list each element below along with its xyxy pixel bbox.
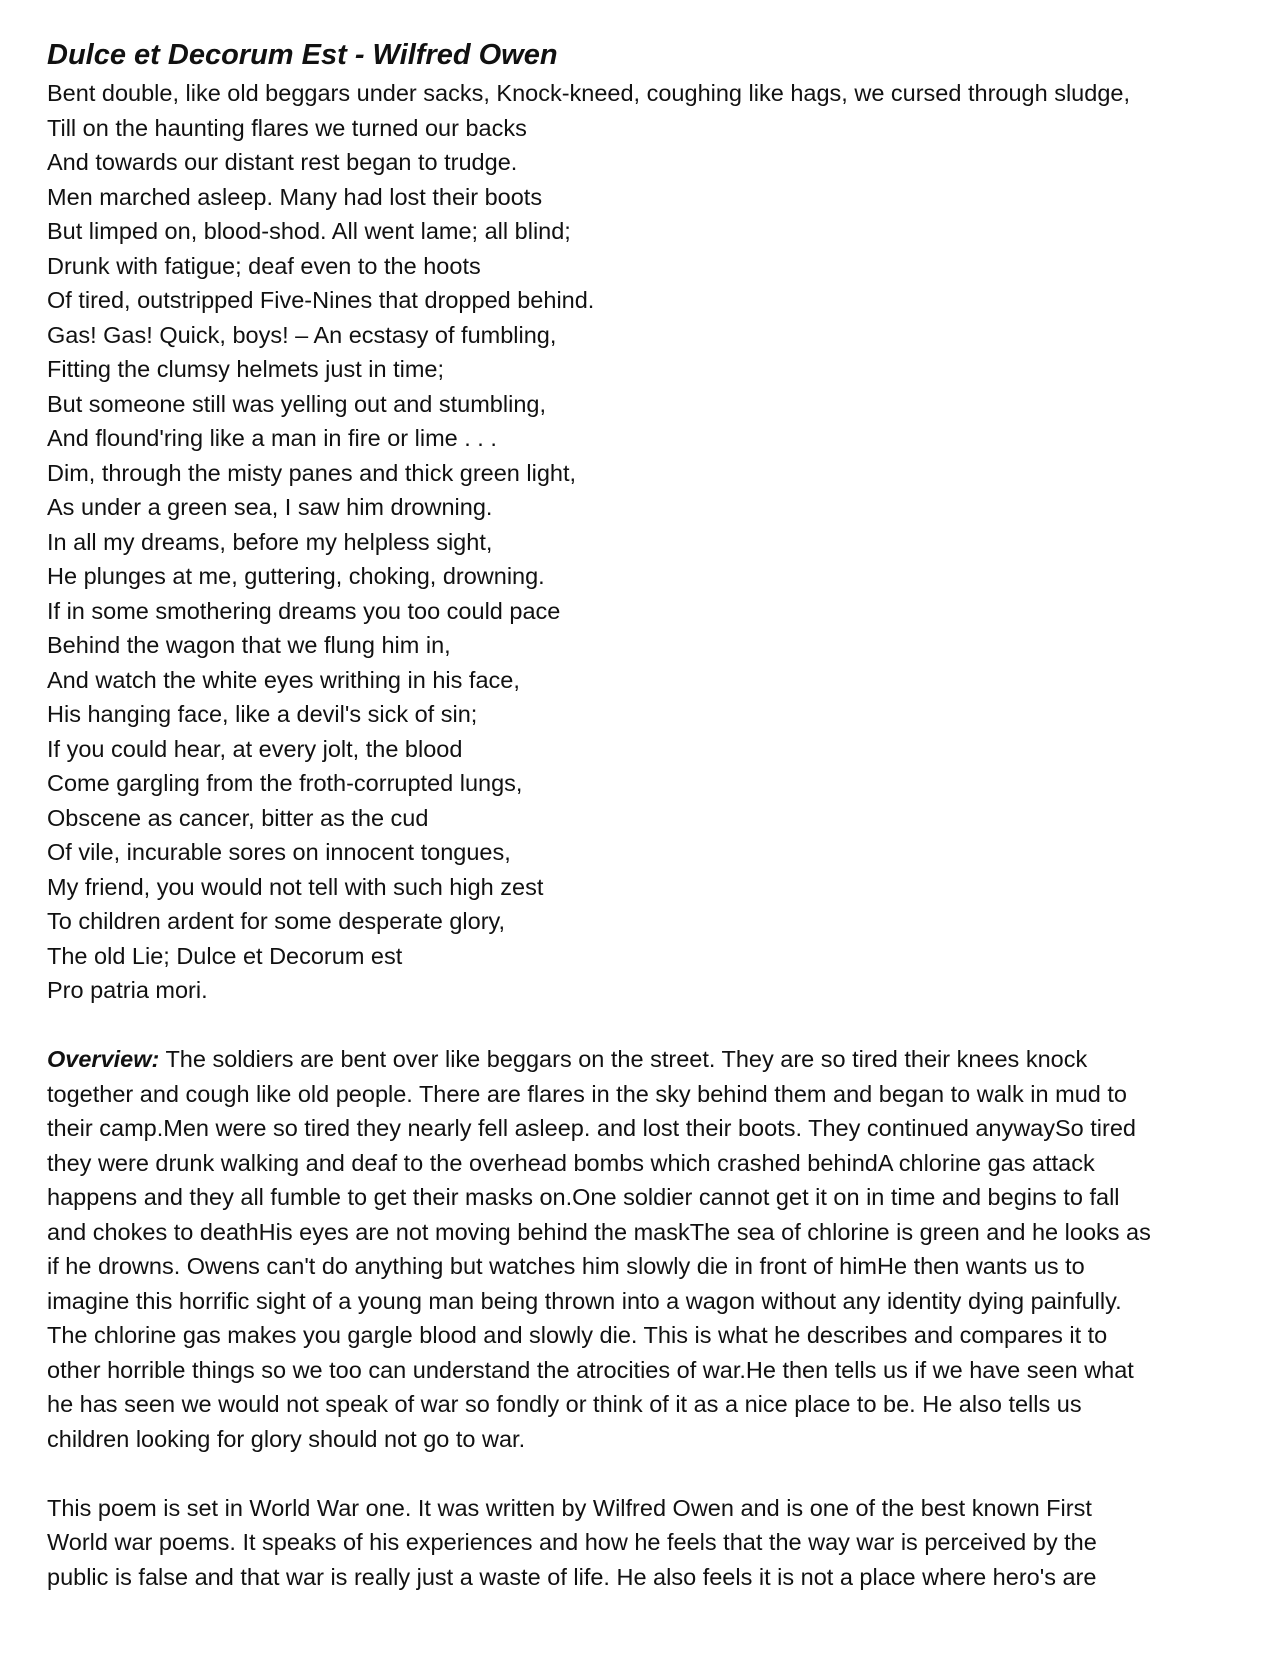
poem-line: If you could hear, at every jolt, the blood: [47, 735, 463, 762]
poem-line: If in some smothering dreams you too could pace: [47, 597, 561, 624]
poem-line: Come gargling from the froth-corrupted lungs,: [47, 770, 523, 796]
spacer: [47, 1008, 1247, 1043]
overview-line: happens and they all fumble to get their masks on.One soldier cannot get it on in time and begins to fall: [47, 1184, 1120, 1210]
overview-line: if he drowns. Owens can't do anything but watches him slowly die in front of himHe then wants us to: [47, 1253, 1085, 1279]
poem-line: Obscene as cancer, bitter as the cud: [47, 804, 429, 831]
context-line: This poem is set in World War one. It was written by Wilfred Owen and is one of the best known First: [47, 1494, 1092, 1521]
overview-line: their camp.Men were so tired they nearly fell asleep. and lost their boots. They continued anywaySo tired: [47, 1115, 1136, 1141]
poem-line: But limped on, blood-shod. All went lame; all blind;: [47, 218, 571, 244]
page-title: Dulce et Decorum Est - Wilfred Owen: [47, 39, 558, 71]
poem-line: As under a green sea, I saw him drowning.: [47, 494, 493, 520]
document-page: [47, 36, 1247, 1594]
overview-line-text: The soldiers are bent over like beggars on the street. They are so tired their knees knock: [159, 1046, 1088, 1072]
overview-line: they were drunk walking and deaf to the overhead bombs which crashed behindA chlorine gas attack: [47, 1149, 1095, 1176]
overview-line: The chlorine gas makes you gargle blood and slowly die. This is what he describes and compares it to: [47, 1322, 1108, 1348]
context-line: public is false and that war is really just a waste of life. He also feels it is not a place where hero's are: [47, 1563, 1097, 1590]
overview-line: and chokes to deathHis eyes are not moving behind the maskThe sea of chlorine is green and he looks as: [47, 1218, 1151, 1245]
overview-paragraph: [47, 1042, 1247, 1456]
spacer: [47, 1456, 1247, 1491]
context-line: World war poems. It speaks of his experiences and how he feels that the way war is perceived by the: [47, 1529, 1097, 1555]
poem-line: In all my dreams, before my helpless sight,: [47, 528, 493, 555]
poem-line: My friend, you would not tell with such high zest: [47, 873, 544, 900]
poem-line: Dim, through the misty panes and thick green light,: [47, 459, 577, 486]
overview-line: [47, 1042, 1247, 1077]
poem-line: Of tired, outstripped Five-Nines that dropped behind.: [47, 287, 595, 313]
poem-line: Gas! Gas! Quick, boys! – An ecstasy of fumbling,: [47, 321, 557, 348]
overview-line: he has seen we would not speak of war so fondly or think of it as a nice place to be. He also tells us: [47, 1391, 1082, 1417]
poem-line: Of vile, incurable sores on innocent tongues,: [47, 839, 511, 865]
poem-line: And flound'ring like a man in fire or lime . . .: [47, 425, 497, 451]
poem-line: Behind the wagon that we flung him in,: [47, 632, 451, 658]
poem-line: He plunges at me, guttering, choking, drowning.: [47, 563, 545, 589]
poem-line: And watch the white eyes writhing in his face,: [47, 666, 520, 693]
overview-line: children looking for glory should not go to war.: [47, 1425, 526, 1452]
poem-line: His hanging face, like a devil's sick of sin;: [47, 701, 478, 727]
poem-line: The old Lie; Dulce et Decorum est: [47, 942, 403, 969]
poem-body: [47, 76, 1247, 1008]
poem-line: Fitting the clumsy helmets just in time;: [47, 356, 445, 382]
poem-line: And towards our distant rest began to trudge.: [47, 149, 518, 175]
overview-line: imagine this horrific sight of a young man being thrown into a wagon without any identity dying painfully.: [47, 1287, 1122, 1314]
poem-line: Men marched asleep. Many had lost their boots: [47, 183, 543, 210]
overview-label: Overview:: [47, 1046, 160, 1072]
poem-line: Pro patria mori.: [47, 977, 208, 1003]
context-paragraph: [47, 1491, 1247, 1595]
poem-line: Bent double, like old beggars under sacks, Knock-kneed, coughing like hags, we cursed through sludge,: [47, 80, 1130, 106]
poem-line: To children ardent for some desperate glory,: [47, 908, 506, 934]
poem-line: Till on the haunting flares we turned our backs: [47, 114, 527, 141]
poem-line: But someone still was yelling out and stumbling,: [47, 390, 546, 417]
overview-line: other horrible things so we too can understand the atrocities of war.He then tells us if we have seen what: [47, 1356, 1134, 1383]
overview-line: together and cough like old people. There are flares in the sky behind them and began to walk in mud to: [47, 1080, 1127, 1107]
poem-line: Drunk with fatigue; deaf even to the hoots: [47, 252, 481, 279]
